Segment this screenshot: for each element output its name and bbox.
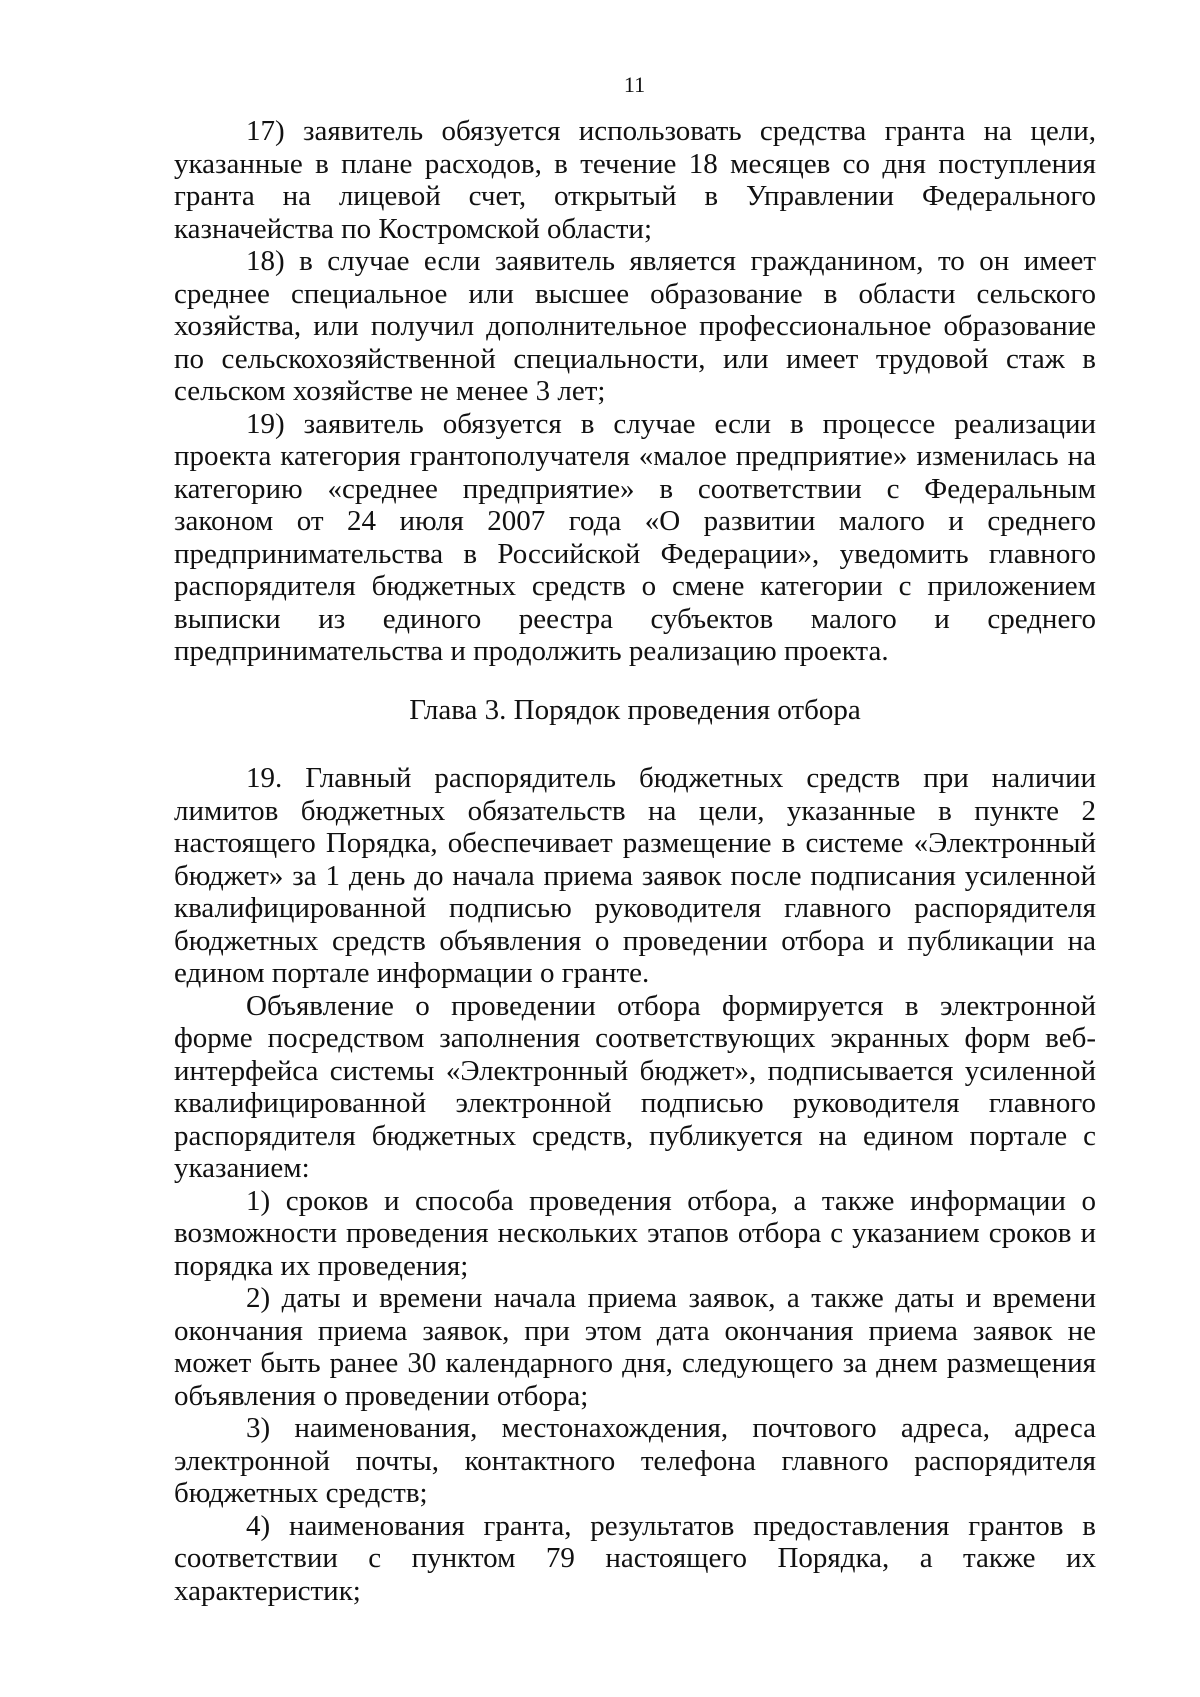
chapter-heading: Глава 3. Порядок проведения отбора <box>409 693 861 726</box>
paragraph-subitem-2: 2) даты и времени начала приема заявок, а также даты и времени окончания приема заявок, при этом дата окончания приема заявок не может быть ранее 30 календарного дня, следующего за днем размещения объявления о проведении отбора; <box>174 1282 1096 1412</box>
paragraph-clause-19: 19. Главный распорядитель бюджетных средств при наличии лимитов бюджетных обязательств на цели, указанные в пункте 2 настоящего Порядка, обеспечивает размещение в системе «Электронный бюджет» за 1 день до начала приема заявок после подписания усиленной квалифицированной подписью руководителя главного распорядителя бюджетных средств объявления о проведении отбора и публикации на едином портале информации о гранте. <box>174 762 1096 989</box>
paragraph-subitem-3: 3) наименования, местонахождения, почтового адреса, адреса электронной почты, контактного телефона главного распорядителя бюджетных средств; <box>174 1412 1096 1509</box>
paragraph-item-19: 19) заявитель обязуется в случае если в процессе реализации проекта категория грантополучателя «малое предприятие» изменилась на категорию «среднее предприятие» в соответствии с Федеральным законом от 24 июля 2007 года «О развитии малого и среднего предпринимательства в Российской Федерации», уведомить главного распорядителя бюджетных средств о смене категории с приложением выписки из единого реестра субъектов малого и среднего предпринимательства и продолжить реализацию проекта. <box>174 407 1096 667</box>
paragraph-subitem-4: 4) наименования гранта, результатов предоставления грантов в соответствии с пунктом 79 настоящего Порядка, а также их характеристик; <box>174 1509 1096 1607</box>
paragraph-subitem-1: 1) сроков и способа проведения отбора, а также информации о возможности проведения нескольких этапов отбора с указанием сроков и порядка их проведения; <box>174 1184 1096 1282</box>
paragraph-announcement: Объявление о проведении отбора формируется в электронной форме посредством заполнения соответствующих экранных форм веб-интерфейса системы «Электронный бюджет», подписывается усиленной квалифицированной электронной подписью руководителя главного распорядителя бюджетных средств, публикуется на едином портале с указанием: <box>174 989 1096 1184</box>
document-body <box>174 115 1096 1607</box>
paragraph-item-18: 18) в случае если заявитель является гражданином, то он имеет среднее специальное или высшее образование в области сельского хозяйства, или получил дополнительное профессиональное образование по сельскохозяйственной специальности, или имеет трудовой стаж в сельском хозяйстве не менее 3 лет; <box>174 245 1096 407</box>
paragraph-item-17: 17) заявитель обязуется использовать средства гранта на цели, указанные в плане расходов, в течение 18 месяцев со дня поступления гранта на лицевой счет, открытый в Управлении Федерального казначейства по Костромской области; <box>174 115 1096 245</box>
page-number: 11 <box>623 72 646 97</box>
